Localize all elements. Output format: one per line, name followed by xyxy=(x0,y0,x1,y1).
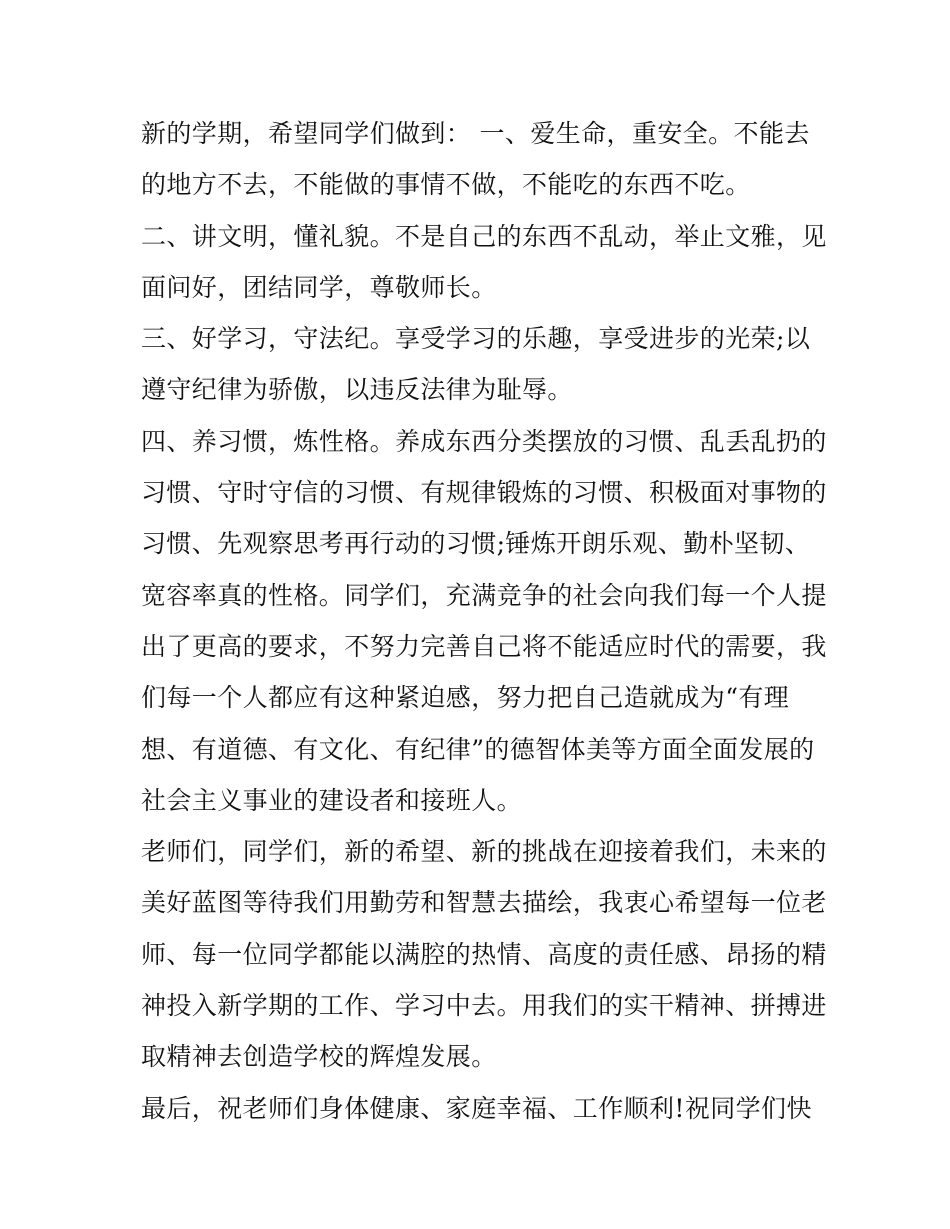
text-line: 遵守纪律为骄傲，以违反法律为耻辱。 xyxy=(141,375,573,405)
text-line: 习惯、先观察思考再行动的习惯;锤炼开朗乐观、勤朴坚韧、 xyxy=(141,529,811,559)
text-line: 三、好学习，守法纪。享受学习的乐趣，享受进步的光荣;以 xyxy=(141,324,811,354)
text-line: 新的学期，希望同学们做到： 一、爱生命，重安全。不能去 xyxy=(141,119,810,148)
text-line: 最后，祝老师们身体健康、家庭幸福、工作顺利!祝同学们快 xyxy=(141,1093,812,1123)
text-line: 四、养习惯，炼性格。养成东西分类摆放的习惯、乱丢乱扔的 xyxy=(141,426,827,456)
text-line: 师、每一位同学都能以满腔的热情、高度的责任感、昂扬的精 xyxy=(141,939,827,969)
text-line: 宽容率真的性格。同学们，充满竞争的社会向我们每一个人提 xyxy=(141,580,827,610)
text-line: 美好蓝图等待我们用勤劳和智慧去描绘，我衷心希望每一位老 xyxy=(141,888,827,918)
text-line: 习惯、守时守信的习惯、有规律锻炼的习惯、积极面对事物的 xyxy=(141,478,827,508)
text-line: 们每一个人都应有这种紧迫感，努力把自己造就成为“有理 xyxy=(141,683,790,713)
text-line: 面问好，团结同学，尊敬师长。 xyxy=(141,272,497,302)
text-line: 出了更高的要求，不努力完善自己将不能适应时代的需要，我 xyxy=(141,631,827,661)
text-line: 社会主义事业的建设者和接班人。 xyxy=(141,785,523,815)
text-line: 二、讲文明，懂礼貌。不是自己的东西不乱动，举止文雅，见 xyxy=(141,221,827,251)
text-line: 想、有道德、有文化、有纪律”的德智体美等方面全面发展的 xyxy=(141,734,815,764)
text-line: 取精神去创造学校的辉煌发展。 xyxy=(141,1042,497,1072)
document-body-text xyxy=(141,108,827,1134)
text-line: 神投入新学期的工作、学习中去。用我们的实干精神、拼搏进 xyxy=(141,991,827,1021)
text-line: 的地方不去，不能做的事情不做，不能吃的东西不吃。 xyxy=(141,170,751,200)
text-line: 老师们，同学们，新的希望、新的挑战在迎接着我们，未来的 xyxy=(141,837,827,867)
